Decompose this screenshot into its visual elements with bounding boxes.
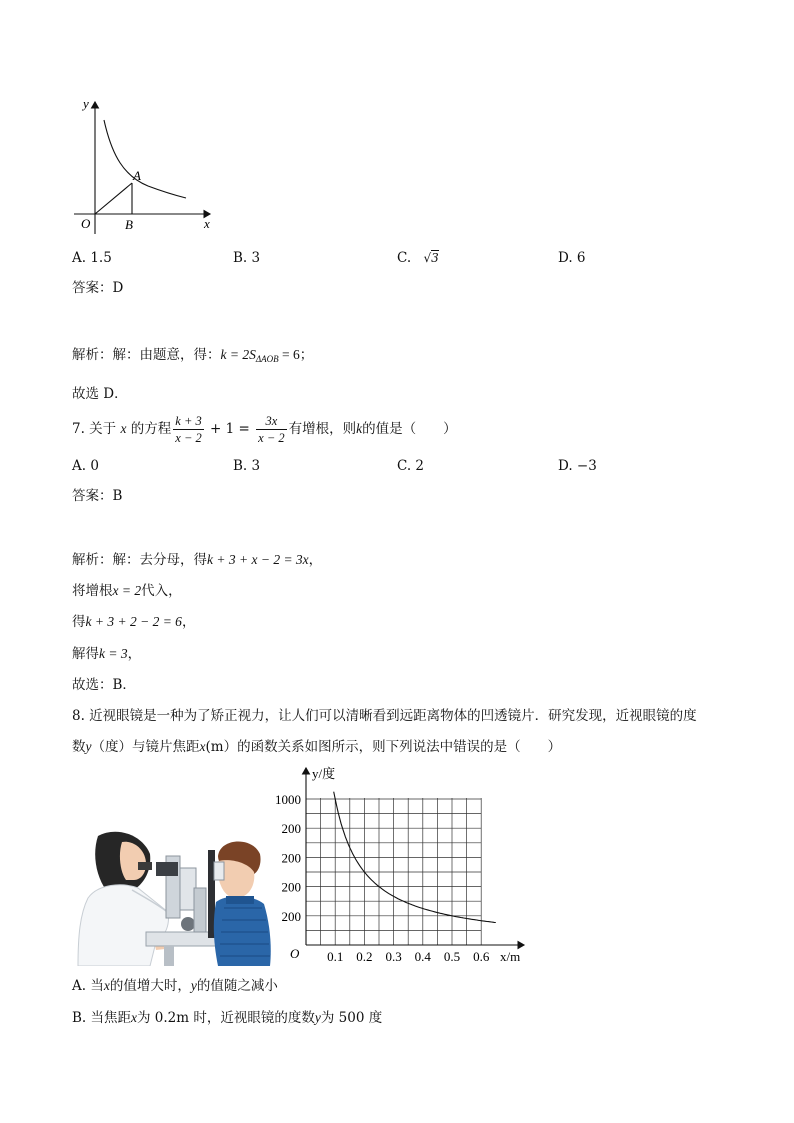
y-tick-label: 200 [281, 850, 301, 866]
q7-step-4: 解得k = 3， [72, 646, 142, 662]
triangle-subscript: ΔAOB [255, 354, 279, 364]
q6-answer: 答案：D [72, 280, 124, 296]
segment-oa [95, 183, 132, 214]
q8-option-a: A. 当x的值增大时，y的值随之减小 [72, 978, 278, 994]
q7-step-1: 解析：解：去分母，得k + 3 + x − 2 = 3x， [72, 552, 323, 568]
q6-option-d: D. 6 [558, 250, 586, 266]
x-tick-label: 0.6 [473, 949, 490, 964]
x-tick-label: 0.4 [414, 949, 431, 964]
q6-conclusion: 故选 D． [72, 386, 128, 402]
q7-option-c: C. 2 [397, 458, 425, 474]
q8-stem-line-2: 数y（度）与镜片焦距x(m）的函数关系如图所示，则下列说法中错误的是（ ） [72, 739, 562, 755]
myopia-chart [262, 762, 540, 970]
sqrt-radicand: 3 [431, 251, 439, 265]
point-a-label: A [133, 168, 141, 183]
sqrt-sign: √ [423, 251, 432, 265]
y-tick-label: 200 [281, 908, 301, 924]
point-b-label: B [125, 217, 133, 232]
q7-step-3: 得k + 3 + 2 − 2 = 6， [72, 614, 196, 630]
chart-x-axis-label: x/m [500, 949, 521, 964]
q7-fraction-1: $\frac{k + 3}{x - 2}$ [175, 414, 202, 445]
q6-analysis-prefix: 解析：解：由题意，得： [72, 347, 221, 363]
q7-step-2: 将增根x = 2代入， [72, 583, 182, 599]
q6-option-c-prefix: C. [397, 250, 412, 266]
x-tick-label: 0.2 [356, 949, 373, 964]
x-axis-label: x [204, 216, 210, 231]
y-tick-label: 200 [281, 879, 301, 895]
chart-y-axis-label: y/度 [312, 766, 336, 781]
y-tick-label: 200 [281, 821, 301, 837]
chart-grid [306, 798, 481, 945]
x-tick-label: 0.5 [443, 949, 461, 964]
q6-option-b: B. 3 [233, 250, 261, 266]
chart-origin-label: O [290, 946, 300, 961]
origin-label: O [81, 216, 91, 231]
q7-fraction-2: $\frac{3x}{x - 2}$ [258, 414, 285, 445]
q7-answer: 答案：B [72, 488, 123, 504]
q6-formula: $k = 2S_{\Delta AOB} = 6$ [220, 347, 300, 364]
q8-option-b: B. 当焦距x为 0.2m 时，近视眼镜的度数y为 500 度 [72, 1010, 383, 1026]
inverse-function-figure [68, 96, 218, 236]
eye-exam-illustration [76, 828, 272, 966]
optometrist-coat [78, 885, 169, 966]
q6-option-c [397, 249, 439, 267]
q7-option-d: D. −3 [558, 458, 597, 474]
hyperbola-curve [104, 120, 186, 198]
y-axis-label: y [83, 96, 89, 111]
q7-stem: 7. 关于 x 的方程 $\frac{k + 3}{x - 2}$ + 1 = $\frac{3x}{x - 2}$ 有增根，则k的值是（ ） [72, 414, 457, 445]
q7-option-a: A. 0 [72, 458, 99, 474]
q7-option-b: B. 3 [233, 458, 261, 474]
q6-analysis-end: ； [299, 347, 314, 363]
q7-conclusion: 故选：B． [72, 677, 136, 693]
q6-option-a: A. 1.5 [72, 250, 112, 266]
y-tick-label: 1000 [275, 792, 301, 807]
q8-stem-line-1: 8. 近视眼镜是一种为了矫正视力，让人们可以清晰看到远距离物体的凹透镜片．研究发现，近视眼镜的度 [72, 708, 697, 724]
x-tick-label: 0.3 [385, 949, 402, 964]
q6-analysis [72, 346, 313, 368]
x-tick-label: 0.1 [327, 949, 344, 964]
